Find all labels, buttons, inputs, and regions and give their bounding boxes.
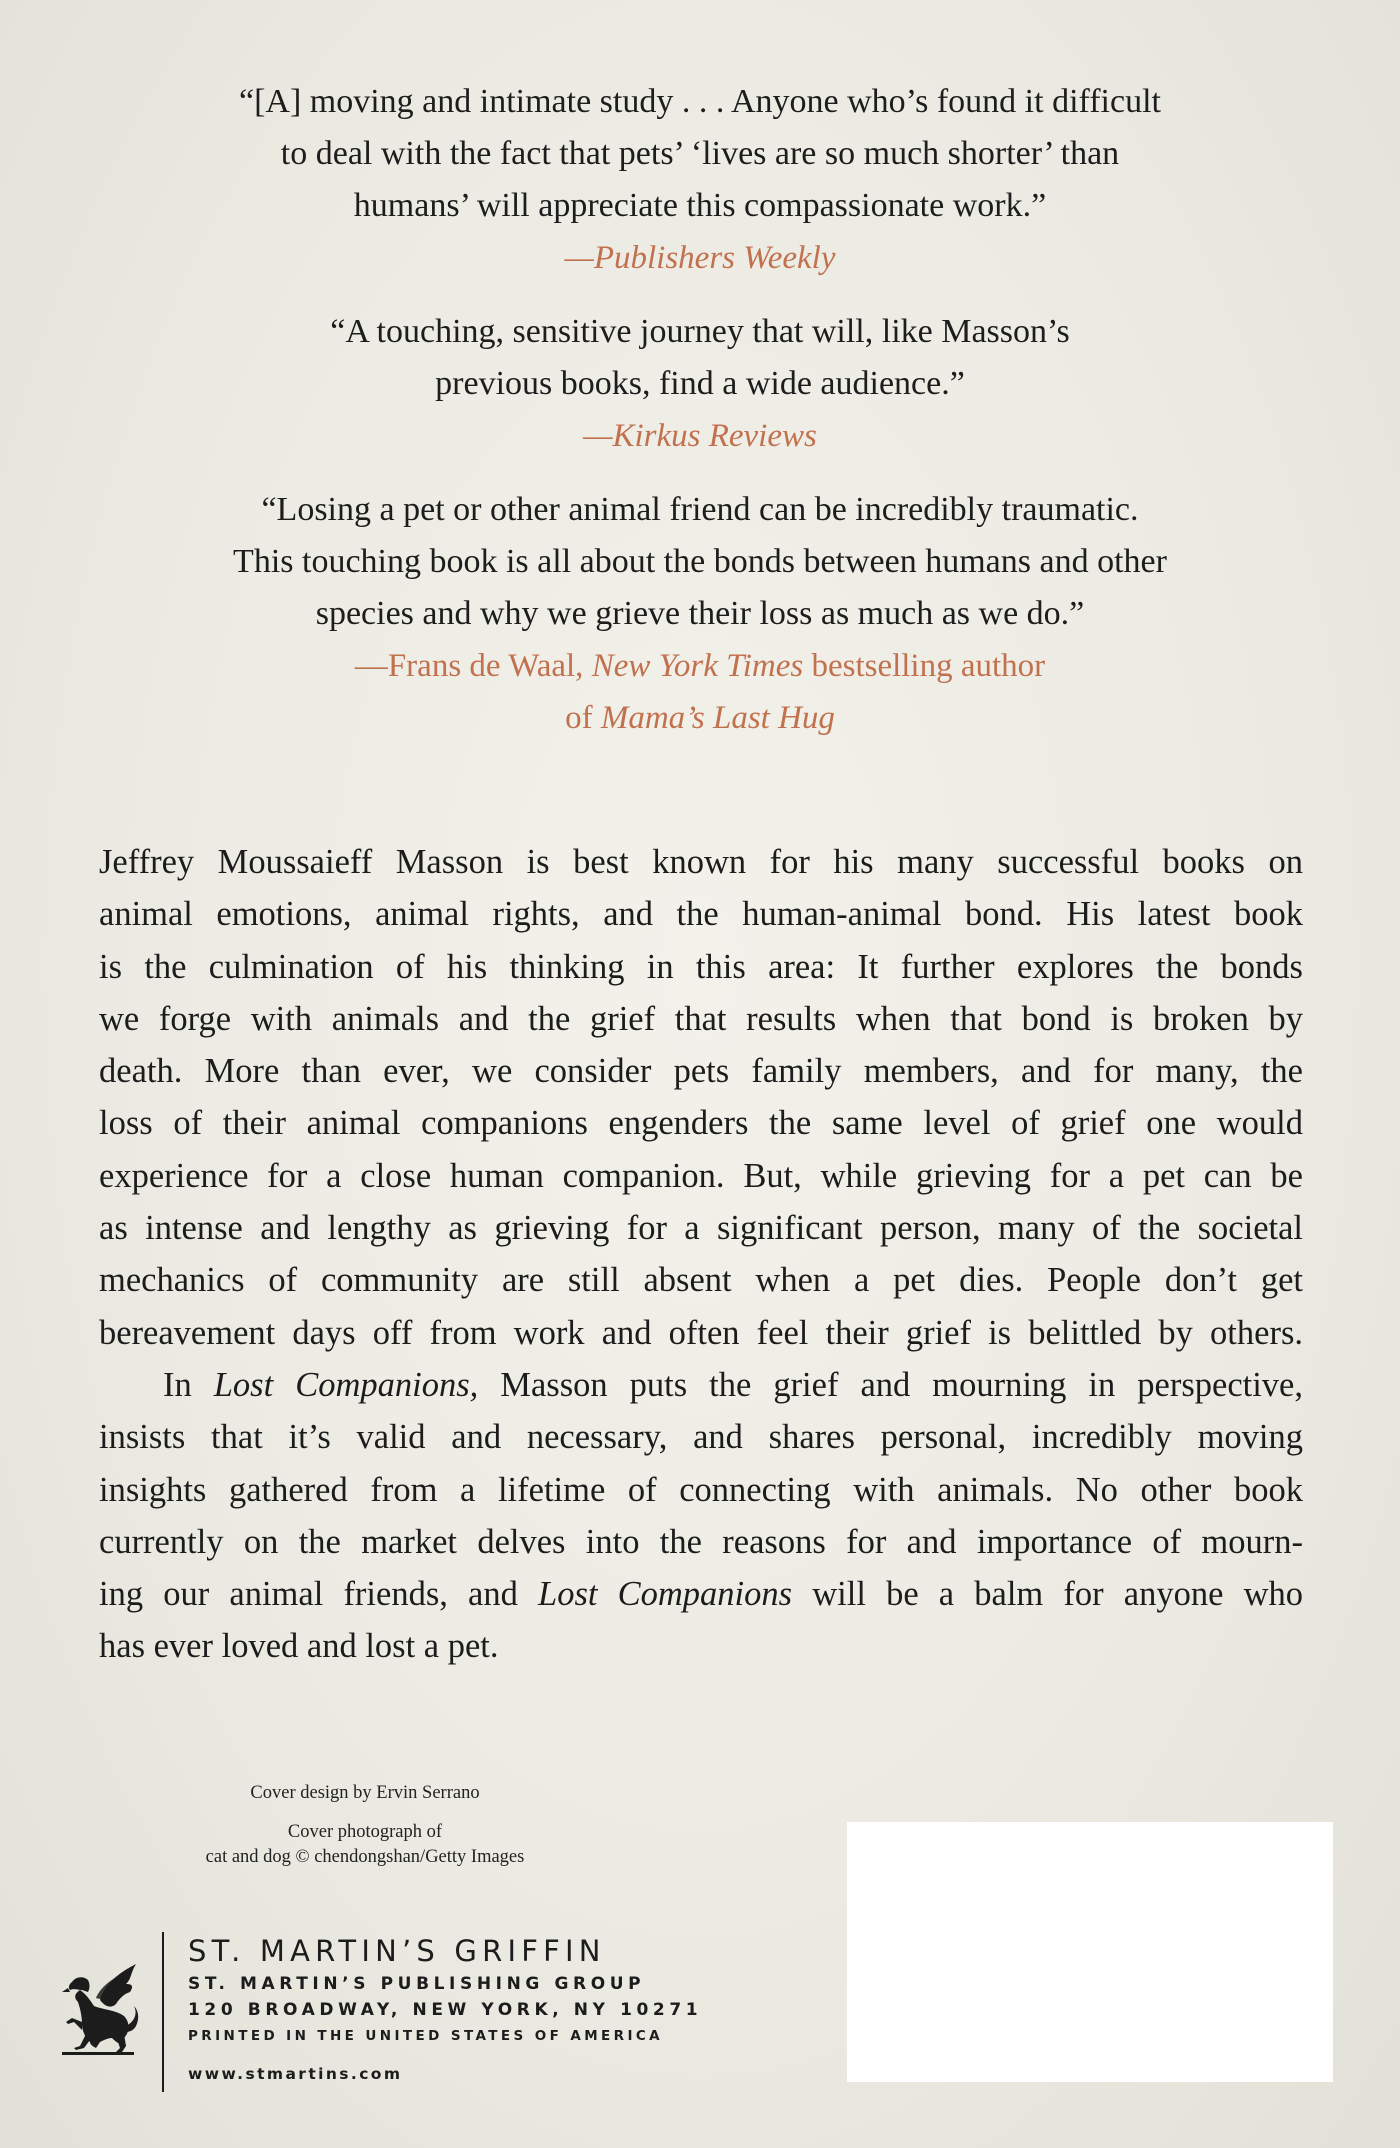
description-line: mechanics of community are still absent when a pet dies. People don’t get [99,1261,1303,1300]
blurb-publishers-weekly [100,76,1300,284]
blurb-attribution [100,640,1300,692]
publisher-address: 120 BROADWAY, NEW YORK, NY 10271 [188,2000,703,2020]
attribution-middle: bestselling author [803,648,1046,684]
publisher-url[interactable]: www.stmartins.com [188,2065,403,2083]
barcode-area [847,1822,1333,2082]
description-line: is the culmination of his thinking in this area: It further explores the bonds [99,947,1303,986]
description-line: loss of their animal companions engenders the same level of grief one would [99,1104,1303,1143]
description-line: insights gathered from a lifetime of connecting with animals. No other book [99,1470,1303,1509]
blurb-attribution: —Kirkus Reviews [583,418,817,454]
description-line: insists that it’s valid and necessary, and shares personal, incredibly moving [99,1418,1303,1457]
blurb-attribution: —Publishers Weekly [564,240,836,276]
publisher-divider [162,1932,164,2092]
inline-text: Masson puts the grief and mourning in perspective, [478,1365,1303,1404]
cover-photo-credit-line2: cat and dog © chendongshan/Getty Images [205,1847,525,1867]
description-line: has ever loved and lost a pet. [99,1627,499,1666]
cover-design-credit: Cover design by Ervin Serrano [250,1783,480,1803]
cover-credits [160,1781,570,1870]
publisher-imprint: ST. MARTIN’S GRIFFIN [188,1934,606,1968]
blurb-quote-line: previous books, find a wide audience.” [435,365,965,402]
blurb-quote-line: to deal with the fact that pets’ ‘lives are so much shorter’ than [280,135,1120,172]
description-line: experience for a close human companion. But, while grieving for a pet can be [99,1156,1303,1195]
blurb-attribution-line2 [100,692,1300,744]
attribution-line2-title: Mama’s Last Hug [600,700,835,736]
book-title: Lost Companions, [213,1365,479,1404]
book-description [99,836,1303,1673]
blurb-quote-line: “A touching, sensitive journey that will, like Masson’s [330,313,1070,350]
griffin-icon [60,1960,142,2056]
blurb-frans-de-waal [100,484,1300,744]
blurb-quote-line: species and why we grieve their loss as much as we do.” [315,595,1085,632]
description-line [99,1568,1303,1620]
attribution-title: New York Times [591,648,804,684]
inline-text: ing our animal friends, and [99,1575,539,1614]
description-line: we forge with animals and the grief that results when that bond is broken by [99,999,1303,1038]
description-line [99,1359,1303,1411]
description-line: as intense and lengthy as grieving for a significant person, many of the societal [99,1209,1303,1248]
description-line: Jeffrey Moussaieff Masson is best known for his many successful books on [99,843,1303,881]
book-title: Lost Companions [538,1575,793,1614]
description-line: bereavement days off from work and often feel their grief is belittled by others. [99,1313,1303,1352]
printed-in-notice: PRINTED IN THE UNITED STATES OF AMERICA [188,2028,664,2044]
cover-photo-credit-line1: Cover photograph of [287,1822,443,1842]
blurb-kirkus-reviews [100,306,1300,462]
description-line: currently on the market delves into the reasons for and importance of mourn- [99,1522,1303,1561]
publisher-group: ST. MARTIN’S PUBLISHING GROUP [188,1974,646,1994]
blurb-quote-line: humans’ will appreciate this compassionate work.” [353,187,1047,224]
attribution-line2-prefix: of [565,700,601,736]
blurb-quote-line: “Losing a pet or other animal friend can be incredibly traumatic. [261,491,1139,528]
description-line: death. More than ever, we consider pets family members, and for many, the [99,1052,1303,1091]
blurb-quote-line: This touching book is all about the bonds between humans and other [233,543,1167,580]
blurb-quote-line: “[A] moving and intimate study . . . Anyone who’s found it difficult [239,83,1161,120]
description-line: animal emotions, animal rights, and the human-animal bond. His latest book [99,895,1303,934]
publisher-block [188,1931,702,2085]
inline-text: will be a balm for anyone who [792,1575,1304,1614]
review-blurbs [100,76,1300,766]
attribution-prefix: —Frans de Waal, [354,648,592,684]
inline-text: In [163,1365,214,1404]
